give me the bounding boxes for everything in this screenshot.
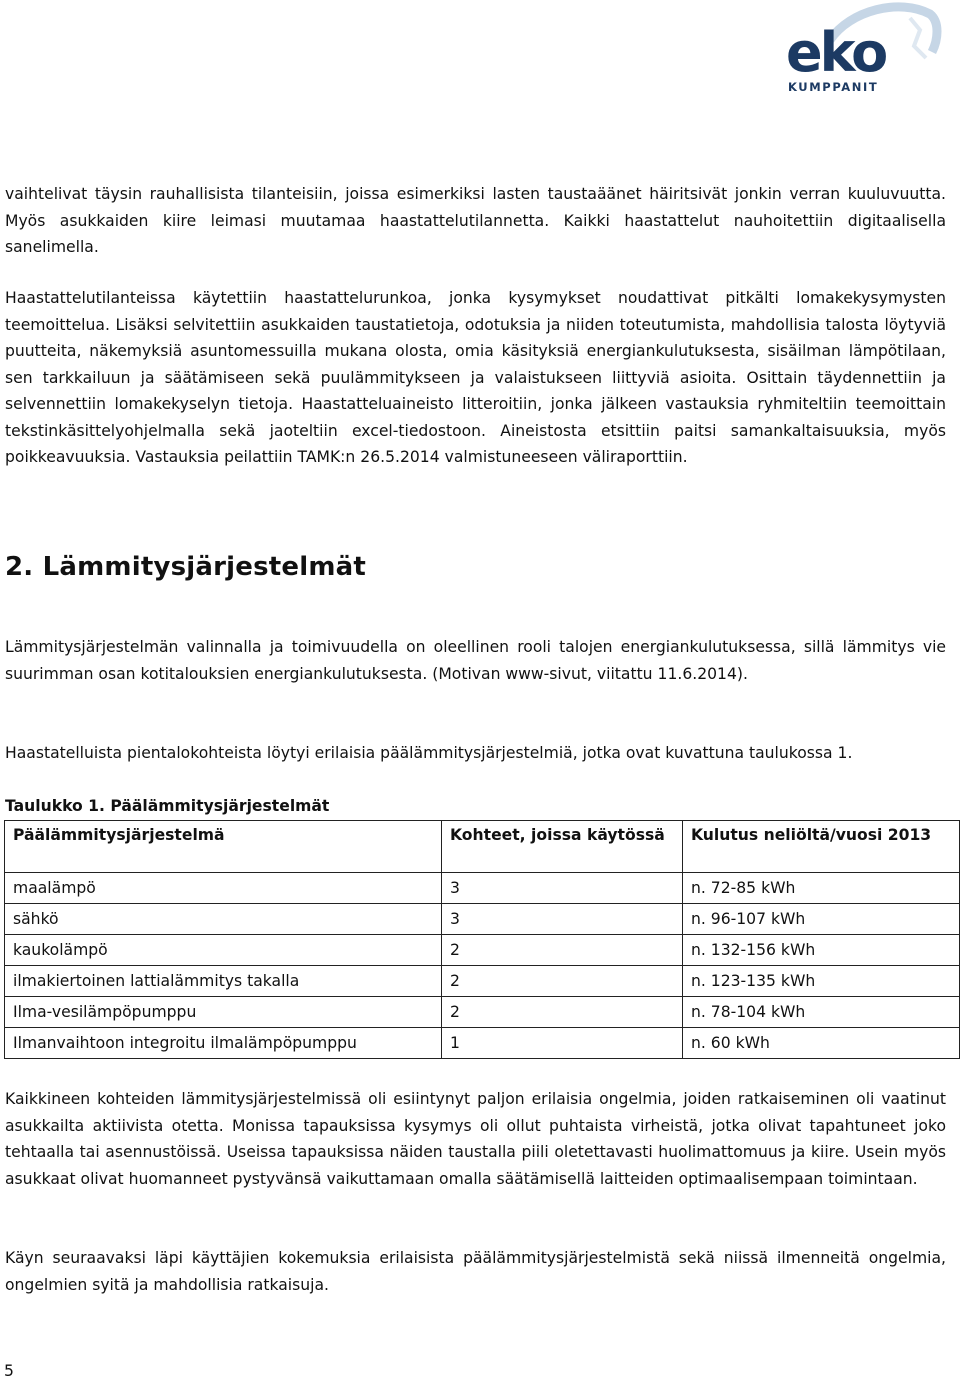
section-heading: 2. Lämmitysjärjestelmät (5, 552, 367, 582)
table-cell-sites: 2 (442, 997, 683, 1028)
paragraph-heating-problems: Kaikkineen kohteiden lämmitysjärjestelmissä oli esiintynyt paljon erilaisia ongelmia, joiden ratkaiseminen oli vaatinut asukkailta aktiivista otetta. Monissa tapauksissa kysymys oli ollut puhtaista virheistä, jotka olivat tapahtuneet joko tehtaalla tai asennustöissä. Useissa tapauksissa näiden taustalla piili oletettavasti huolimattomuus ja kiire. Usein myös asukkaat olivat huomanneet pystyvänsä vaikuttamaan omalla säätämisellä laitteiden optimaalisempaan toimintaan. (5, 1090, 946, 1188)
table-cell-system: Ilmanvaihtoon integroitu ilmalämpöpumppu (5, 1028, 442, 1059)
column-header-consumption: Kulutus neliöltä/vuosi 2013 (683, 821, 960, 873)
table-row (5, 935, 960, 966)
table-row (5, 873, 960, 904)
table-row (5, 997, 960, 1028)
table-cell-system: Ilma-vesilämpöpumppu (5, 997, 442, 1028)
column-header-sites: Kohteet, joissa käytössä (442, 821, 683, 873)
table-cell-system: kaukolämpö (5, 935, 442, 966)
paragraph-interview-method: Haastattelutilanteissa käytettiin haastattelurunkoa, jonka kysymykset noudattivat pitkälti lomakekysymysten teemoittelua. Lisäksi selvitettiin asukkaiden taustatietoja, odotuksia ja niiden toteutumista, mahdollisia talosta löytyviä puutteita, näkemyksiä asuntomessuilla mukana olosta, omia käsityksiä energiankulutuksesta, sisäilman lämpötilaan, sen tarkkailuun ja säätämiseen sekä puulämmitykseen ja valaistukseen liittyviä asioita. Osittain täydennettiin ja selvennettiin lomakekyselyn tietoja. Haastatteluaineisto litteroitiin, jonka jälkeen vastauksia ryhmiteltiin teemoittain tekstinkäsittelyohjelmalla sekä jaoteltiin excel-tiedostoon. Aineistosta etsittiin paitsi samankaltaisuuksia, myös poikkeavuuksia. Vastauksia peilattiin TAMK:n 26.5.2014 valmistuneeseen väliraporttiin. (5, 289, 946, 466)
logo-subtitle: KUMPPANIT (788, 80, 879, 94)
table-cell-consumption: n. 60 kWh (683, 1028, 960, 1059)
table-cell-consumption: n. 96-107 kWh (683, 904, 960, 935)
column-header-system: Päälämmitysjärjestelmä (5, 821, 442, 873)
table-cell-system: ilmakiertoinen lattialämmitys takalla (5, 966, 442, 997)
table-cell-sites: 2 (442, 935, 683, 966)
table-cell-system: sähkö (5, 904, 442, 935)
logo-wordmark: eko (786, 21, 886, 84)
table-cell-sites: 3 (442, 904, 683, 935)
table-row (5, 966, 960, 997)
table-header-row (5, 821, 960, 873)
page-number: 5 (4, 1362, 14, 1380)
table-caption: Taulukko 1. Päälämmitysjärjestelmät (5, 797, 330, 815)
table-cell-sites: 2 (442, 966, 683, 997)
table-cell-sites: 3 (442, 873, 683, 904)
eko-kumppanit-logo (770, 0, 945, 100)
table-row (5, 904, 960, 935)
table-cell-consumption: n. 72-85 kWh (683, 873, 960, 904)
heating-systems-table (4, 820, 960, 1059)
table-cell-consumption: n. 132-156 kWh (683, 935, 960, 966)
table-cell-consumption: n. 123-135 kWh (683, 966, 960, 997)
paragraph-table-reference: Haastatelluista pientalokohteista löytyi erilaisia päälämmitysjärjestelmiä, jotka ovat kuvattuna taulukossa 1. (5, 744, 853, 762)
paragraph-interview-conditions: vaihtelivat täysin rauhallisista tilanteisiin, joissa esimerkiksi lasten taustaäänet häiritsivät jonkin verran kuuluvuutta. Myös asukkaiden kiire leimasi muutamaa haastattelutilannetta. Kaikki haastattelut nauhoitettiin digitaalisella sanelimella. (5, 185, 946, 256)
table-cell-sites: 1 (442, 1028, 683, 1059)
paragraph-next-section: Käyn seuraavaksi läpi käyttäjien kokemuksia erilaisista päälämmitysjärjestelmistä sekä niissä ilmenneitä ongelmia, ongelmien syitä ja mahdollisia ratkaisuja. (5, 1249, 946, 1294)
table-cell-consumption: n. 78-104 kWh (683, 997, 960, 1028)
table-cell-system: maalämpö (5, 873, 442, 904)
paragraph-heating-intro: Lämmitysjärjestelmän valinnalla ja toimivuudella on oleellinen rooli talojen energiankulutuksessa, sillä lämmitys vie suurimman osan kotitalouksien energiankulutuksesta. (Motivan www-sivut, viitattu 11.6.2014). (5, 638, 946, 683)
table-row (5, 1028, 960, 1059)
